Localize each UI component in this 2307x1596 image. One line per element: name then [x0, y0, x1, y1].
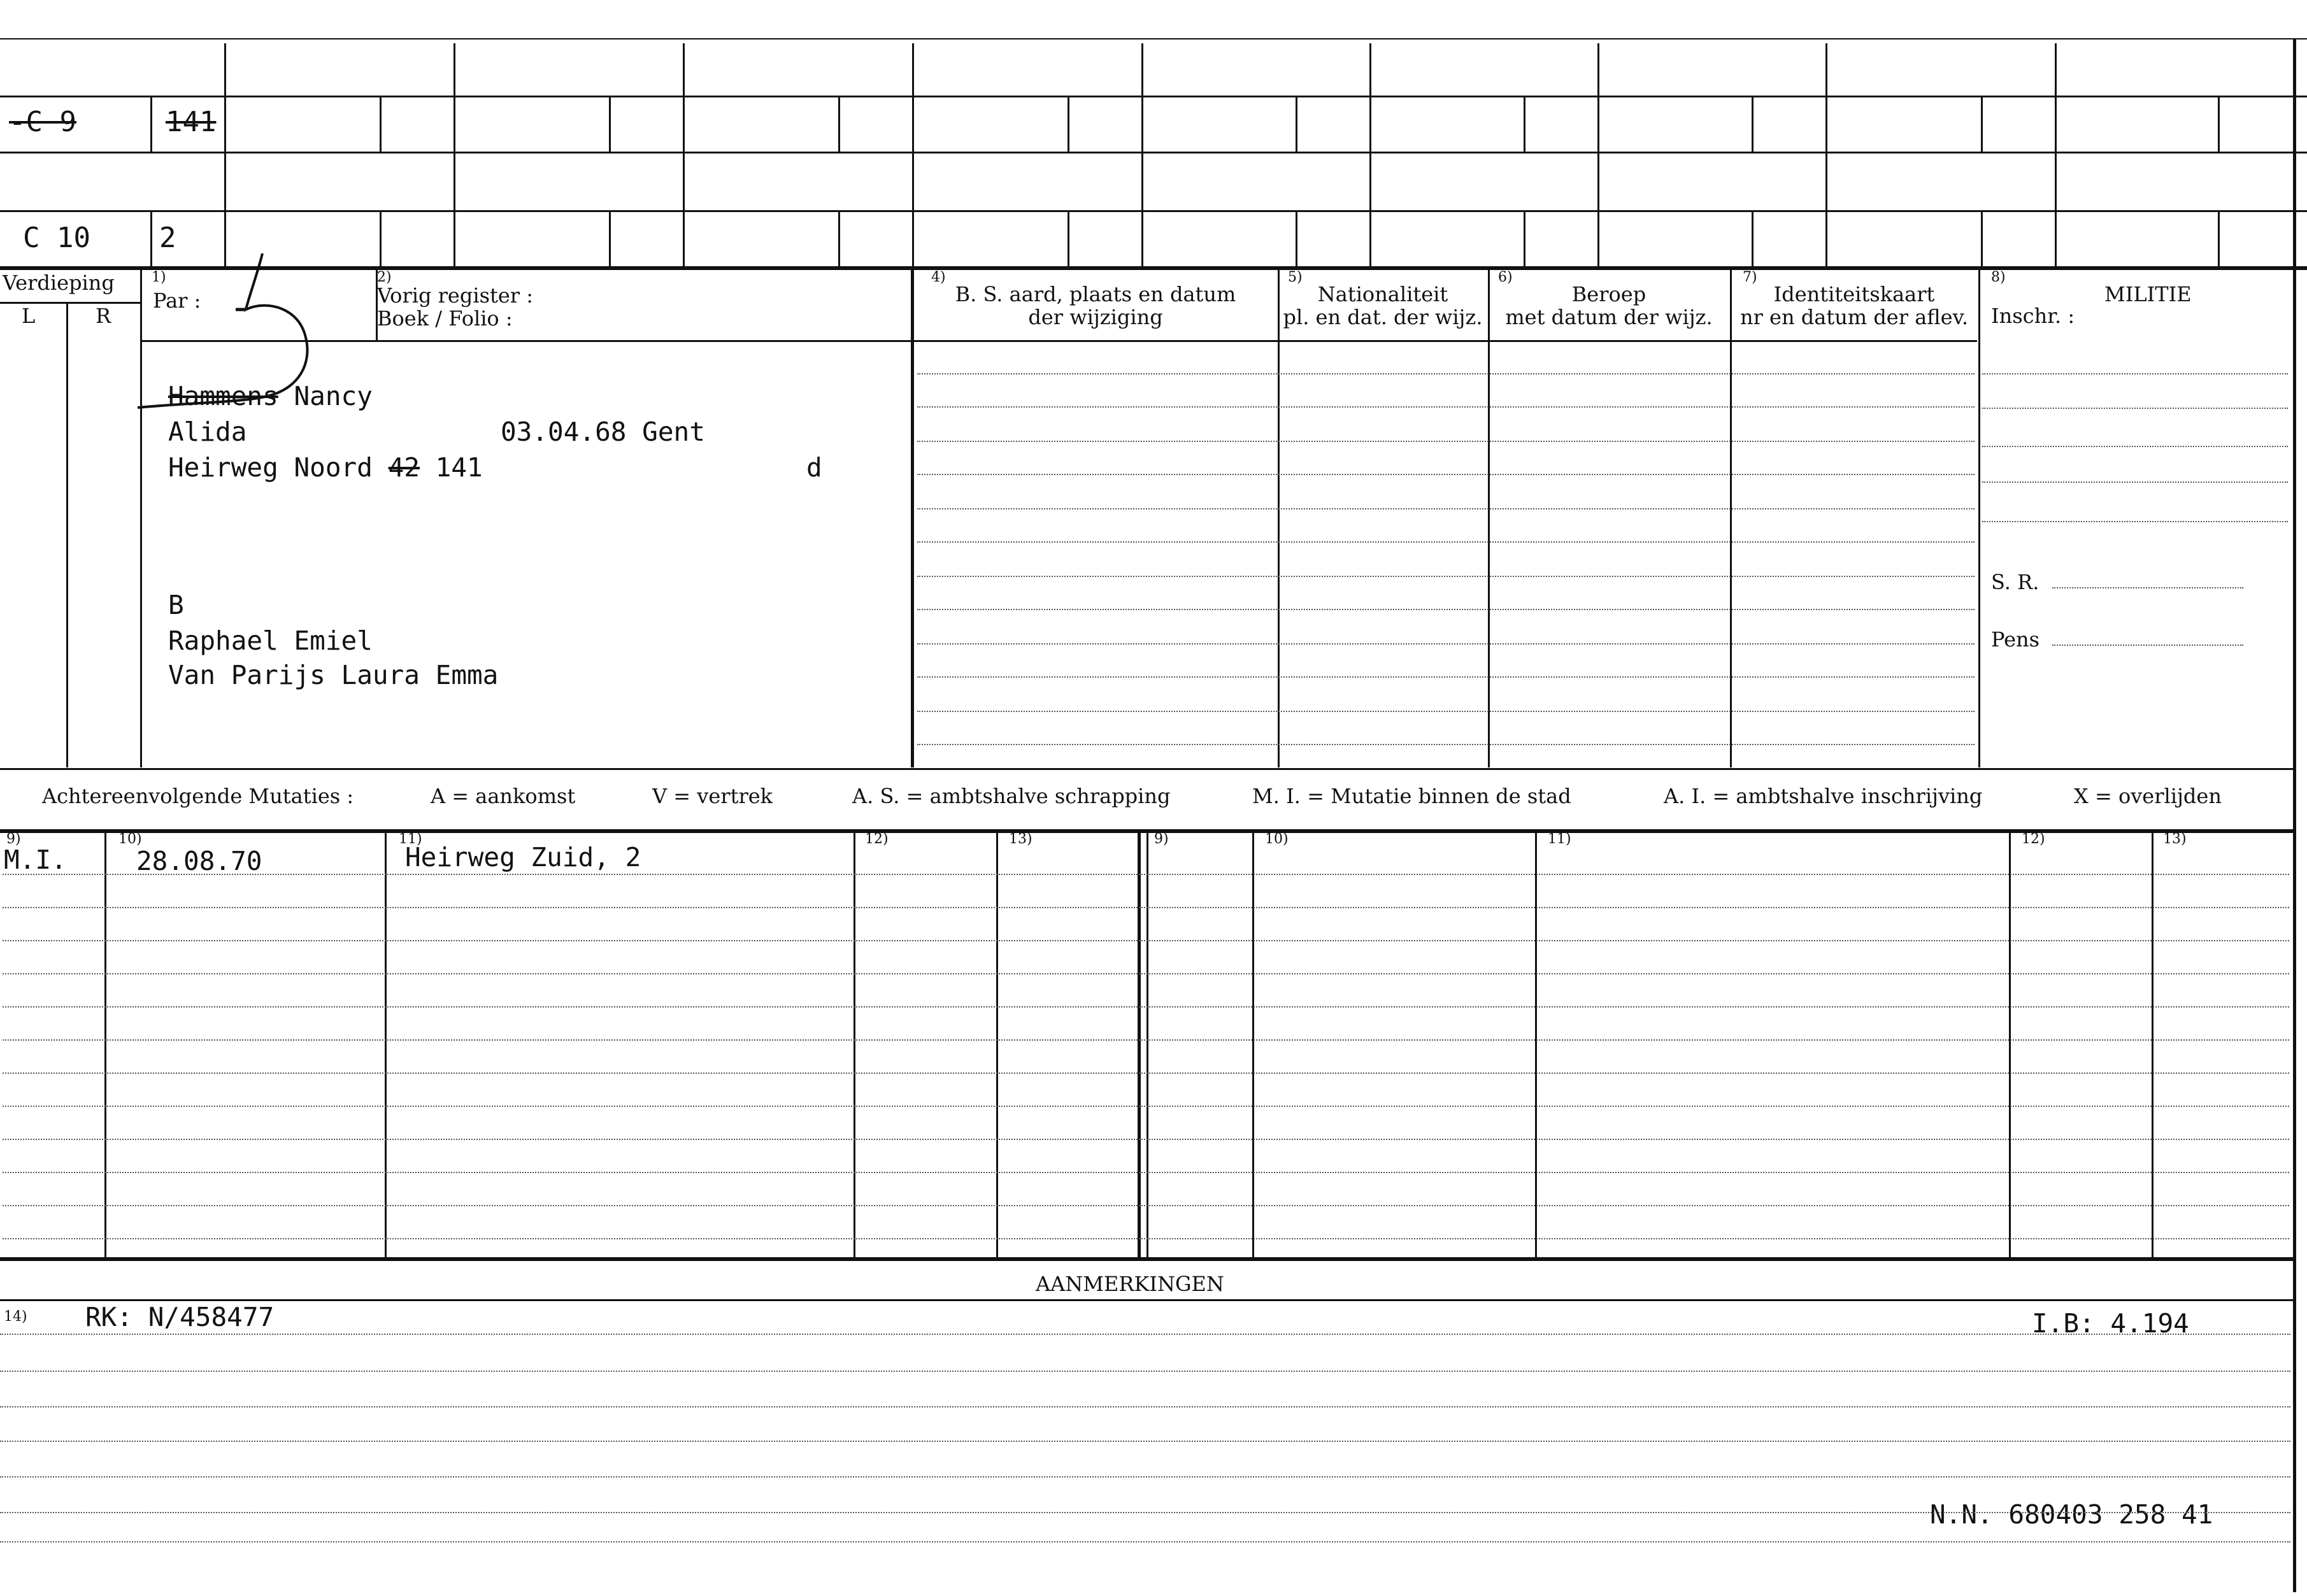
block-number: 2 — [159, 222, 176, 254]
beroep-header — [1489, 283, 1729, 329]
verdieping-l: L — [22, 304, 36, 328]
birth-date-place: 03.04.68 Gent — [501, 417, 705, 447]
bs-header-line2: der wijziging — [1028, 305, 1163, 329]
identiteit-header-line2: nr en datum der aflev. — [1739, 305, 1969, 329]
verdieping-r: R — [96, 304, 111, 328]
old-block-number: 141 — [166, 106, 217, 138]
mut-col-12b: 12) — [2022, 831, 2045, 847]
militie-num: 8) — [1991, 269, 2006, 285]
address — [168, 450, 483, 485]
letter-b: B — [168, 590, 184, 620]
bs-header-line1: B. S. aard, plaats en datum — [955, 282, 1236, 306]
nationaliteit-header-line1: Nationaliteit — [1317, 282, 1448, 306]
beroep-header-line2: met datum der wijz. — [1505, 305, 1713, 329]
address-street: Heirweg Noord — [168, 452, 373, 483]
bs-num: 4) — [931, 269, 946, 285]
vorig-register-label: Vorig register : — [377, 283, 534, 308]
firstname: Nancy — [294, 381, 373, 411]
old-block-code: -C 9 — [9, 106, 76, 138]
militie-title: MILITIE — [2104, 282, 2192, 306]
legend-a: A = aankomst — [431, 784, 576, 808]
beroep-num: 6) — [1498, 269, 1513, 285]
mutation-address: Heirweg Zuid, 2 — [405, 842, 641, 873]
mut-col-12: 12) — [865, 831, 889, 847]
legend-as: A. S. = ambtshalve schrapping — [852, 784, 1171, 808]
remarks-num: 14) — [4, 1309, 27, 1325]
address-number: 141 — [435, 452, 483, 483]
mut-col-13b: 13) — [2163, 831, 2187, 847]
father-name: Raphael Emiel — [168, 625, 373, 656]
surname: Hammens — [168, 381, 278, 411]
par-label: Par : — [153, 289, 201, 313]
verdieping-label: Verdieping — [3, 271, 115, 295]
nationaliteit-header — [1279, 283, 1487, 329]
remarks-rk: RK: N/458477 — [85, 1302, 275, 1332]
remarks-ib: I.B: 4.194 — [2032, 1308, 2189, 1339]
mark-d: d — [806, 452, 822, 483]
address-old-number: 42 — [388, 452, 420, 483]
remarks-title: AANMERKINGEN — [1036, 1272, 1224, 1296]
mut-col-9: 9) — [6, 831, 21, 847]
mutation-type: M.I. — [4, 844, 67, 875]
mut-col-11b: 11) — [1548, 831, 1571, 847]
mutation-date: 28.08.70 — [136, 846, 262, 876]
nationaliteit-num: 5) — [1288, 269, 1303, 285]
militie-inschr: Inschr. : — [1991, 304, 2075, 328]
militie-pens: Pens — [1991, 627, 2040, 652]
remarks-nn: N.N. 680403 258 41 — [1930, 1499, 2213, 1530]
boek-folio-label: Boek / Folio : — [377, 306, 513, 331]
identiteit-header-line1: Identiteitskaart — [1773, 282, 1935, 306]
mut-col-10b: 10) — [1265, 831, 1289, 847]
militie-sr: S. R. — [1991, 570, 2039, 594]
mother-name: Van Parijs Laura Emma — [168, 660, 499, 690]
legend-x: X = overlijden — [2074, 784, 2222, 808]
vorig-num: 2) — [377, 269, 392, 285]
legend-v: V = vertrek — [652, 784, 773, 808]
mut-col-13: 13) — [1009, 831, 1032, 847]
par-num: 1) — [152, 269, 166, 285]
beroep-header-line1: Beroep — [1571, 282, 1646, 306]
identiteit-header — [1731, 283, 1977, 329]
mut-col-11: 11) — [399, 831, 422, 847]
person-name — [168, 378, 373, 414]
identiteit-num: 7) — [1743, 269, 1757, 285]
mut-col-9b: 9) — [1154, 831, 1169, 847]
legend-mi: M. I. = Mutatie binnen de stad — [1252, 784, 1571, 808]
nationaliteit-header-line2: pl. en dat. der wijz. — [1283, 305, 1483, 329]
legend-ai: A. I. = ambtshalve inschrijving — [1664, 784, 1983, 808]
mutations-heading: Achtereenvolgende Mutaties : — [42, 784, 354, 808]
second-name: Alida — [168, 417, 247, 447]
block-code: C 10 — [23, 222, 90, 254]
bs-header — [917, 283, 1274, 329]
mut-col-10: 10) — [118, 831, 142, 847]
